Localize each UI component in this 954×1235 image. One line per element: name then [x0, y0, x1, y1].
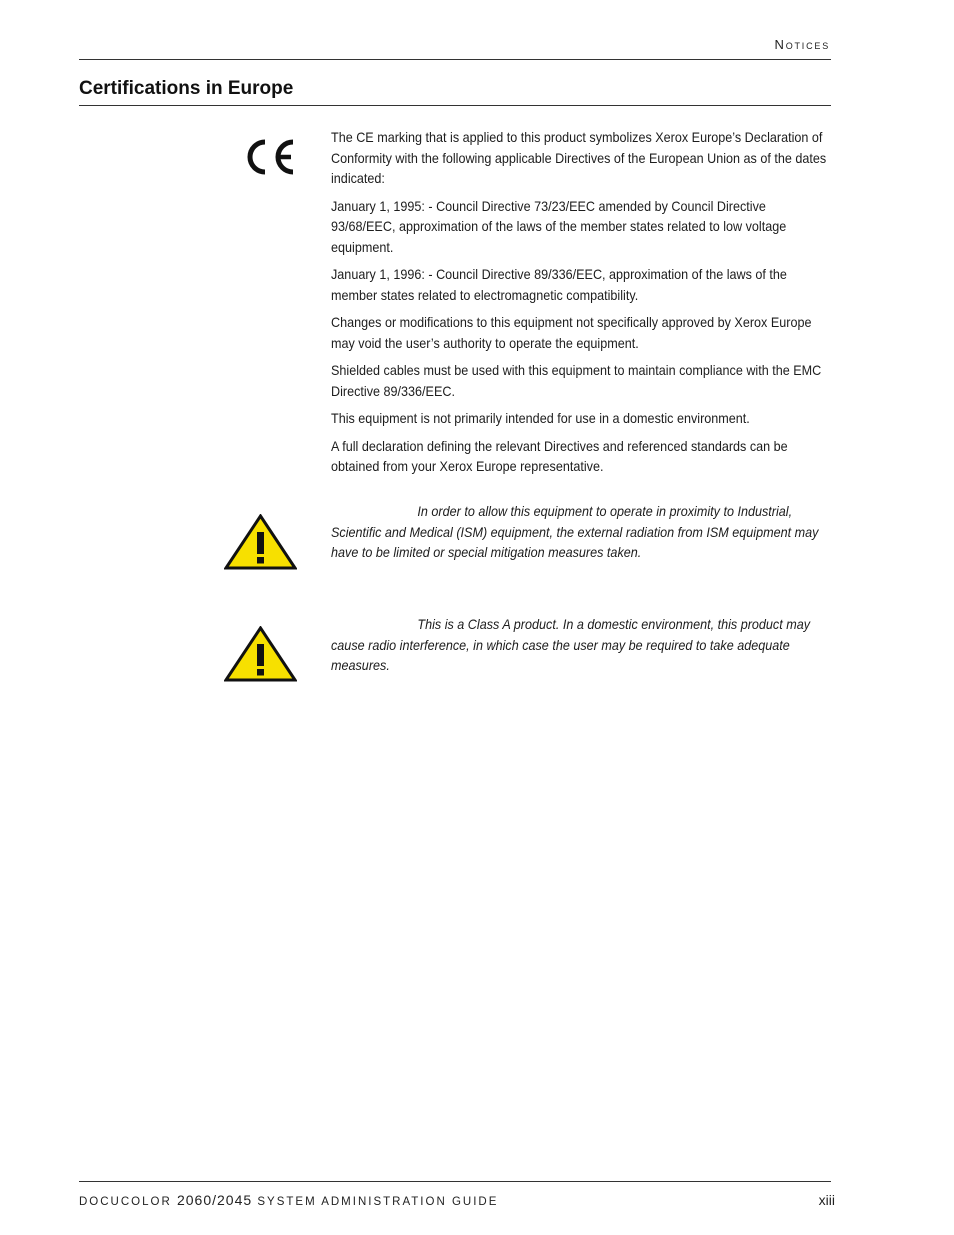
paragraph: Changes or modifications to this equipment not specifically approved by Xerox Europe may void the user’s authority to operate the equipment. [331, 314, 812, 351]
warning-triangle-icon [224, 626, 297, 682]
footer-model: 2060/2045 [176, 1192, 253, 1208]
footer-brand: DOCUCOLOR [79, 1196, 172, 1208]
section-title: Certifications in Europe [79, 78, 294, 99]
footer-guide-title [79, 1192, 498, 1208]
running-head: Notices [774, 37, 830, 52]
paragraph: Shielded cables must be used with this equipment to maintain compliance with the EMC Directive 89/336/EEC. [331, 362, 822, 399]
title-rule [79, 105, 831, 106]
page-number: xiii [818, 1192, 835, 1208]
ce-declaration-text [331, 127, 833, 484]
paragraph: This equipment is not primarily intended for use in a domestic environment. [331, 410, 750, 426]
warning-text-ism: In order to allow this equipment to operate in proximity to Industrial, Scientific and Medical (ISM) equipment, the external radiation from ISM equipment may have to be limited or special mitigation measures taken. [331, 503, 819, 560]
warning-text-class-a: This is a Class A product. In a domestic environment, this product may cause radio interference, in which case the user may be required to take adequate measures. [331, 616, 811, 673]
header-rule [79, 59, 831, 60]
paragraph: The CE marking that is applied to this product symbolizes Xerox Europe’s Declaration of Conformity with the following applicable Directives of the European Union as of the dates indicated: [331, 129, 827, 186]
footer-rule [79, 1181, 831, 1182]
warning-triangle-icon [224, 514, 297, 570]
footer-guide-name: SYSTEM ADMINISTRATION GUIDE [257, 1196, 499, 1208]
paragraph: A full declaration defining the relevant Directives and referenced standards can be obtained from your Xerox Europe representative. [331, 437, 788, 474]
ce-mark-icon [243, 139, 297, 175]
paragraph: January 1, 1996: - Council Directive 89/336/EEC, approximation of the laws of the member states related to electromagnetic compatibility. [331, 266, 787, 303]
paragraph: January 1, 1995: - Council Directive 73/23/EEC amended by Council Directive 93/68/EEC, approximation of the laws of the member states related to low voltage equipment. [331, 197, 787, 255]
